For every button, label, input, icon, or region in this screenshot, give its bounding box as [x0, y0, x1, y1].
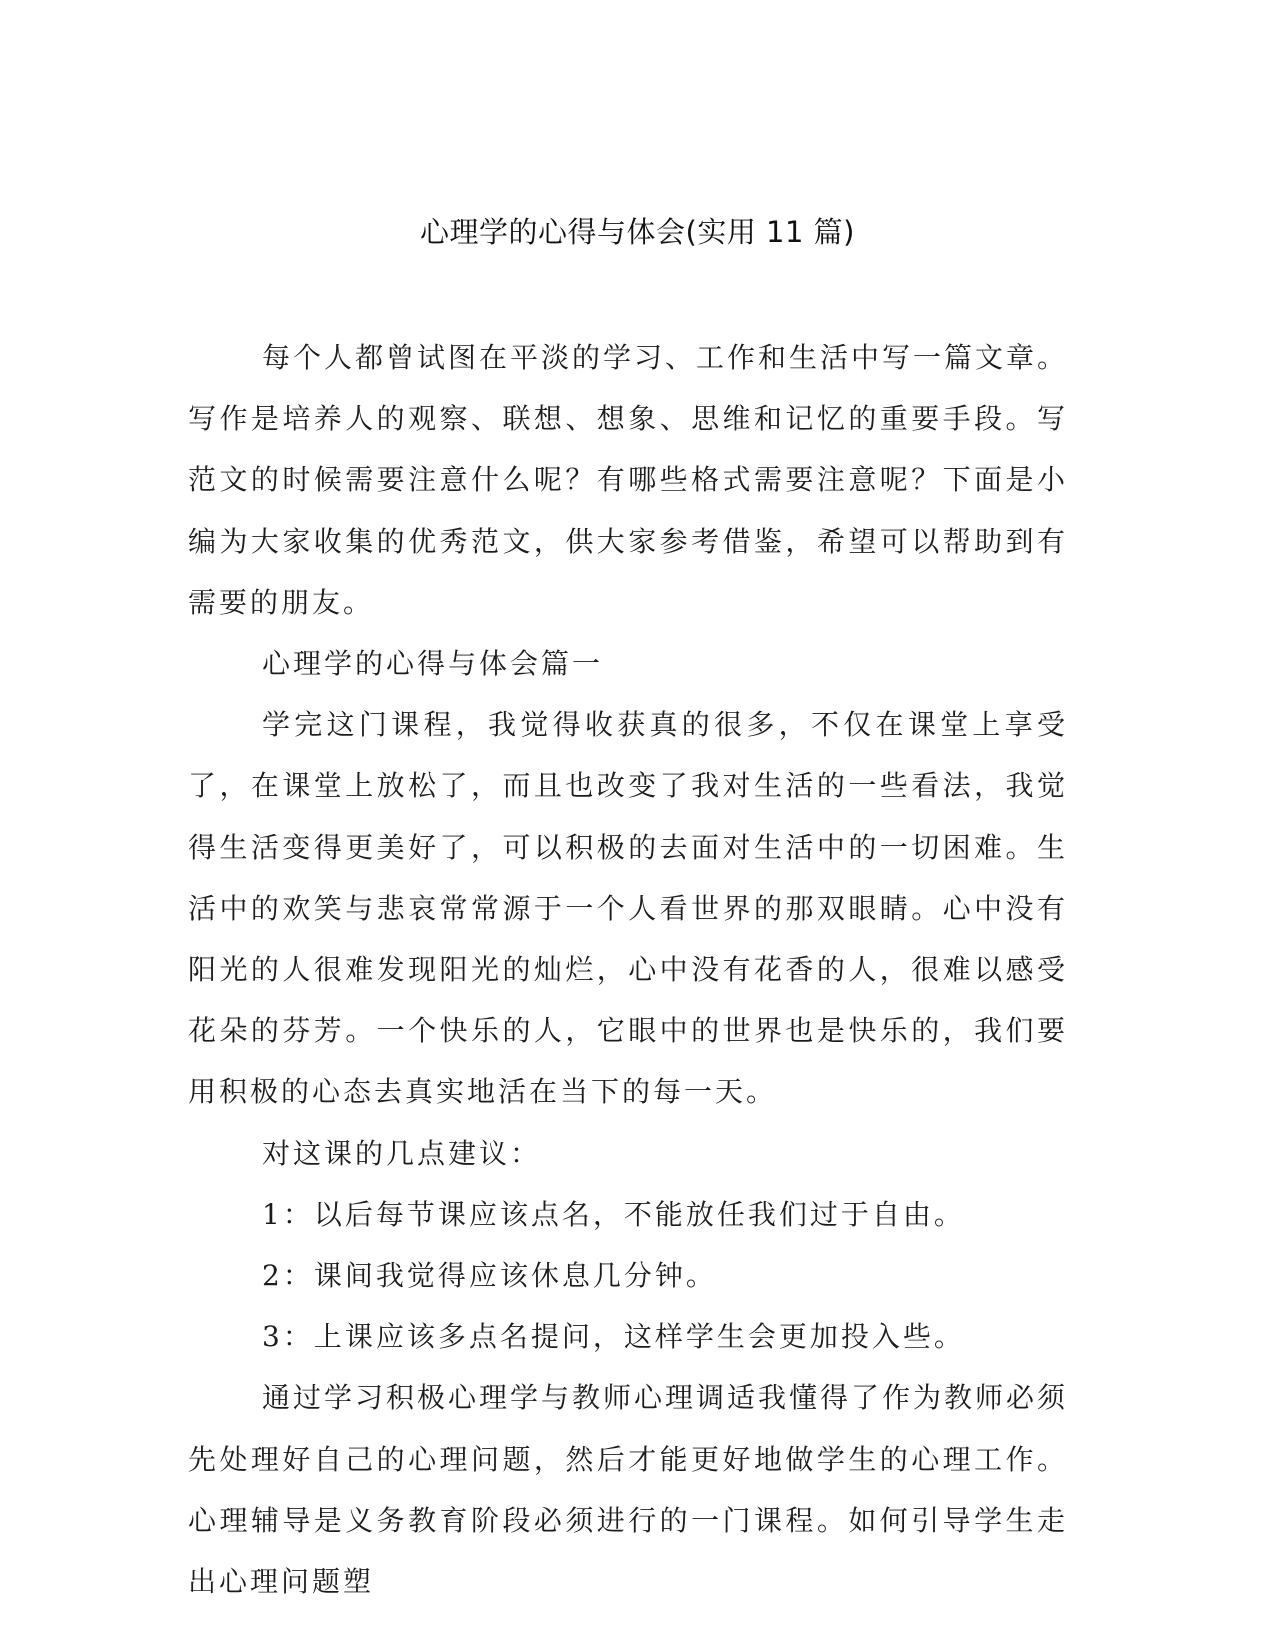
document-title: 心理学的心得与体会(实用 11 篇)	[420, 215, 855, 249]
suggestions-heading: 对这课的几点建议：	[262, 1136, 542, 1170]
suggestion-item: 3：上课应该多点名提问，这样学生会更加投入些。	[262, 1320, 965, 1354]
document-body	[188, 327, 1068, 1612]
body-paragraph: 学完这门课程，我觉得收获真的很多，不仅在课堂上享受了，在课堂上放松了，而且也改变了我对生活的一些看法，我觉得生活变得更美好了，可以积极的去面对生活中的一切困难。生活中的欢笑与悲哀常常源于一个人看世界的那双眼睛。心中没有阳光的人很难发现阳光的灿烂，心中没有花香的人，很难以感受花朵的芬芳。一个快乐的人，它眼中的世界也是快乐的，我们要用积极的心态去真实地活在当下的每一天。	[188, 708, 1068, 1109]
body-paragraph: 通过学习积极心理学与教师心理调适我懂得了作为教师必须先处理好自己的心理问题，然后才能更好地做学生的心理工作。心理辅导是义务教育阶段必须进行的一门课程。如何引导学生走出心理问题塑	[188, 1381, 1069, 1599]
suggestion-item: 1：以后每节课应该点名，不能放任我们过于自由。	[262, 1197, 965, 1231]
section-heading: 心理学的心得与体会篇一	[262, 647, 604, 681]
suggestion-item: 2：课间我觉得应该休息几分钟。	[262, 1259, 717, 1293]
intro-paragraph: 每个人都曾试图在平淡的学习、工作和生活中写一篇文章。写作是培养人的观察、联想、想象、思维和记忆的重要手段。写范文的时候需要注意什么呢？有哪些格式需要注意呢？下面是小编为大家收集的优秀范文，供大家参考借鉴，希望可以帮助到有需要的朋友。	[188, 341, 1069, 619]
